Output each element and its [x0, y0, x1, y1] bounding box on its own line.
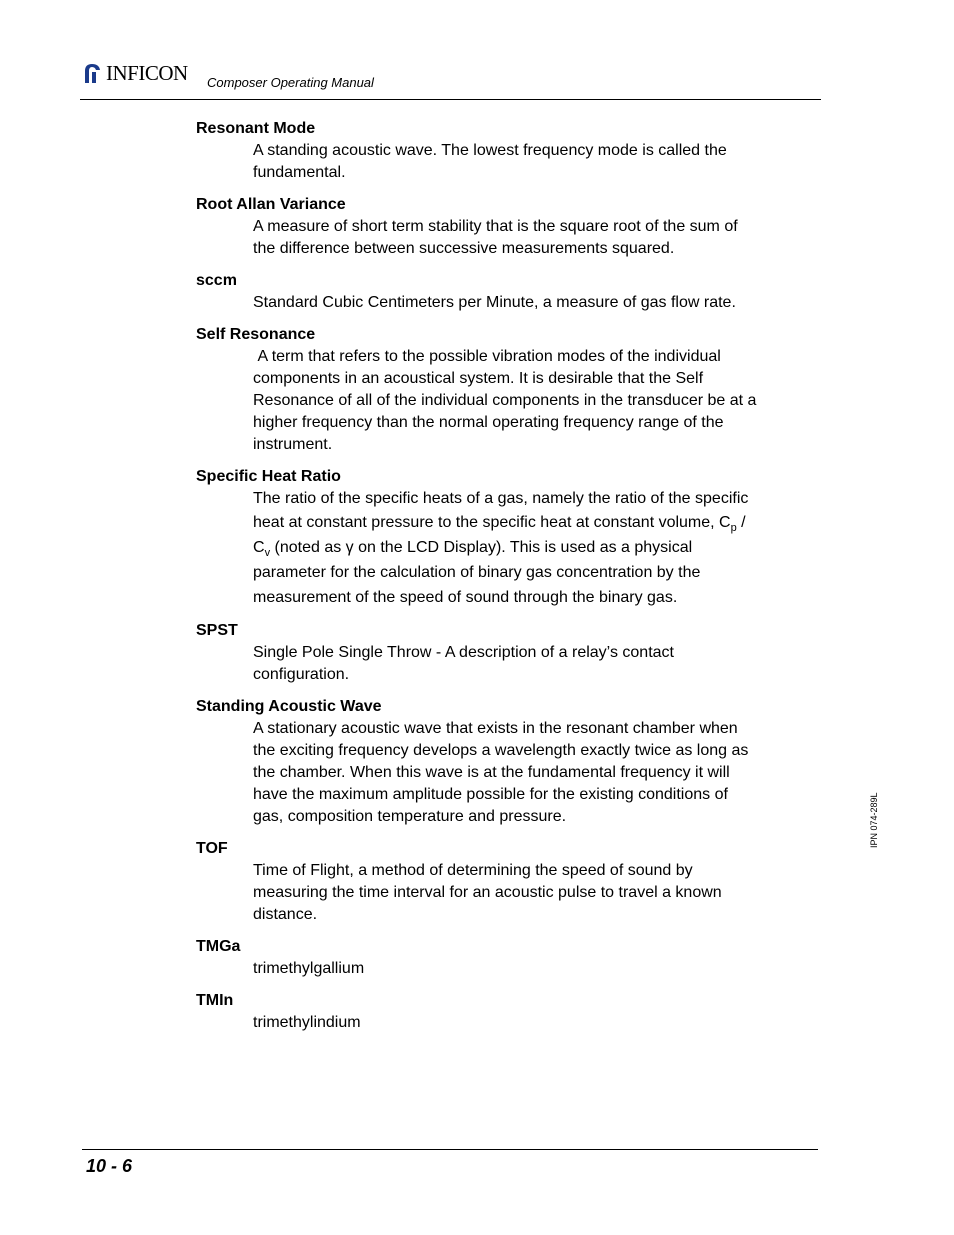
glossary-entry — [196, 324, 816, 456]
glossary-entry — [196, 194, 816, 260]
definition-line: The ratio of the specific heats of a gas, namely the ratio of the specific — [253, 490, 749, 507]
glossary-term: sccm — [196, 272, 237, 289]
glossary-definition: A standing acoustic wave. The lowest frequency mode is called the fundamental. — [253, 142, 727, 181]
definition-line: measurement of the speed of sound through the binary gas. — [253, 589, 678, 606]
header-divider — [80, 99, 821, 100]
glossary-entry — [196, 936, 816, 980]
glossary-term: Standing Acoustic Wave — [196, 698, 382, 715]
definition-text: C — [253, 539, 265, 556]
glossary-definition: Single Pole Single Throw - A description of a relay’s contact configuration. — [253, 644, 674, 683]
logo-text: INFICON — [106, 61, 188, 85]
definition-text: / — [736, 514, 746, 531]
definition-line — [253, 535, 816, 560]
glossary-entry — [196, 990, 816, 1034]
footer-divider — [82, 1149, 818, 1150]
page-header — [82, 58, 820, 100]
glossary-entry — [196, 620, 816, 686]
definition-text: heat at constant pressure to the specific heat at constant volume, C — [253, 514, 731, 531]
glossary-entry — [196, 466, 816, 610]
glossary-definition: A measure of short term stability that is the square root of the sum of the difference between successive measurements squared. — [253, 218, 738, 257]
manual-title: Composer Operating Manual — [207, 75, 374, 90]
glossary-term: TOF — [196, 840, 228, 857]
glossary-definition: A stationary acoustic wave that exists in the resonant chamber when the exciting frequency develops a wavelength exactly twice as long as the chamber. When this wave is at the fundamental frequency it will have the maximum amplitude possible for the existing conditions of gas, composition temperature and pressure. — [253, 720, 749, 825]
subscript-p: p — [730, 522, 737, 534]
inficon-logo — [82, 62, 188, 84]
glossary-term: SPST — [196, 622, 238, 639]
glossary-definition: trimethylindium — [253, 1014, 361, 1031]
glossary-definition: trimethylgallium — [253, 960, 365, 977]
definition-line: parameter for the calculation of binary gas concentration by the — [253, 564, 701, 581]
glossary-definition — [253, 488, 816, 610]
inficon-logo-icon — [82, 62, 104, 84]
definition-line — [253, 510, 816, 535]
definition-text: (noted as γ on the LCD Display). This is used as a physical — [270, 539, 693, 556]
glossary-definition: Time of Flight, a method of determining the speed of sound by measuring the time interval for an acoustic pulse to travel a known distance. — [253, 862, 722, 923]
glossary-definition: Standard Cubic Centimeters per Minute, a measure of gas flow rate. — [253, 294, 736, 311]
glossary-entry — [196, 696, 816, 828]
glossary-entry — [196, 838, 816, 926]
glossary-entry — [196, 270, 816, 314]
glossary-term: TMIn — [196, 992, 234, 1009]
glossary-entry — [196, 118, 816, 184]
glossary-term: Resonant Mode — [196, 120, 316, 137]
page-number: 10 - 6 — [86, 1156, 133, 1176]
glossary-term: Root Allan Variance — [196, 196, 346, 213]
glossary-term: TMGa — [196, 938, 241, 955]
subscript-v: v — [264, 547, 271, 559]
glossary-definition: A term that refers to the possible vibration modes of the individual components in an acoustical system. It is desirable that the Self Resonance of all of the individual components in the transducer be at a higher frequency than the normal operating frequency range of the instrument. — [253, 348, 757, 453]
glossary-term: Self Resonance — [196, 326, 316, 343]
glossary-term: Specific Heat Ratio — [196, 468, 341, 485]
ipn-label: IPN 074-289L — [869, 792, 879, 848]
glossary-list — [196, 118, 816, 1044]
